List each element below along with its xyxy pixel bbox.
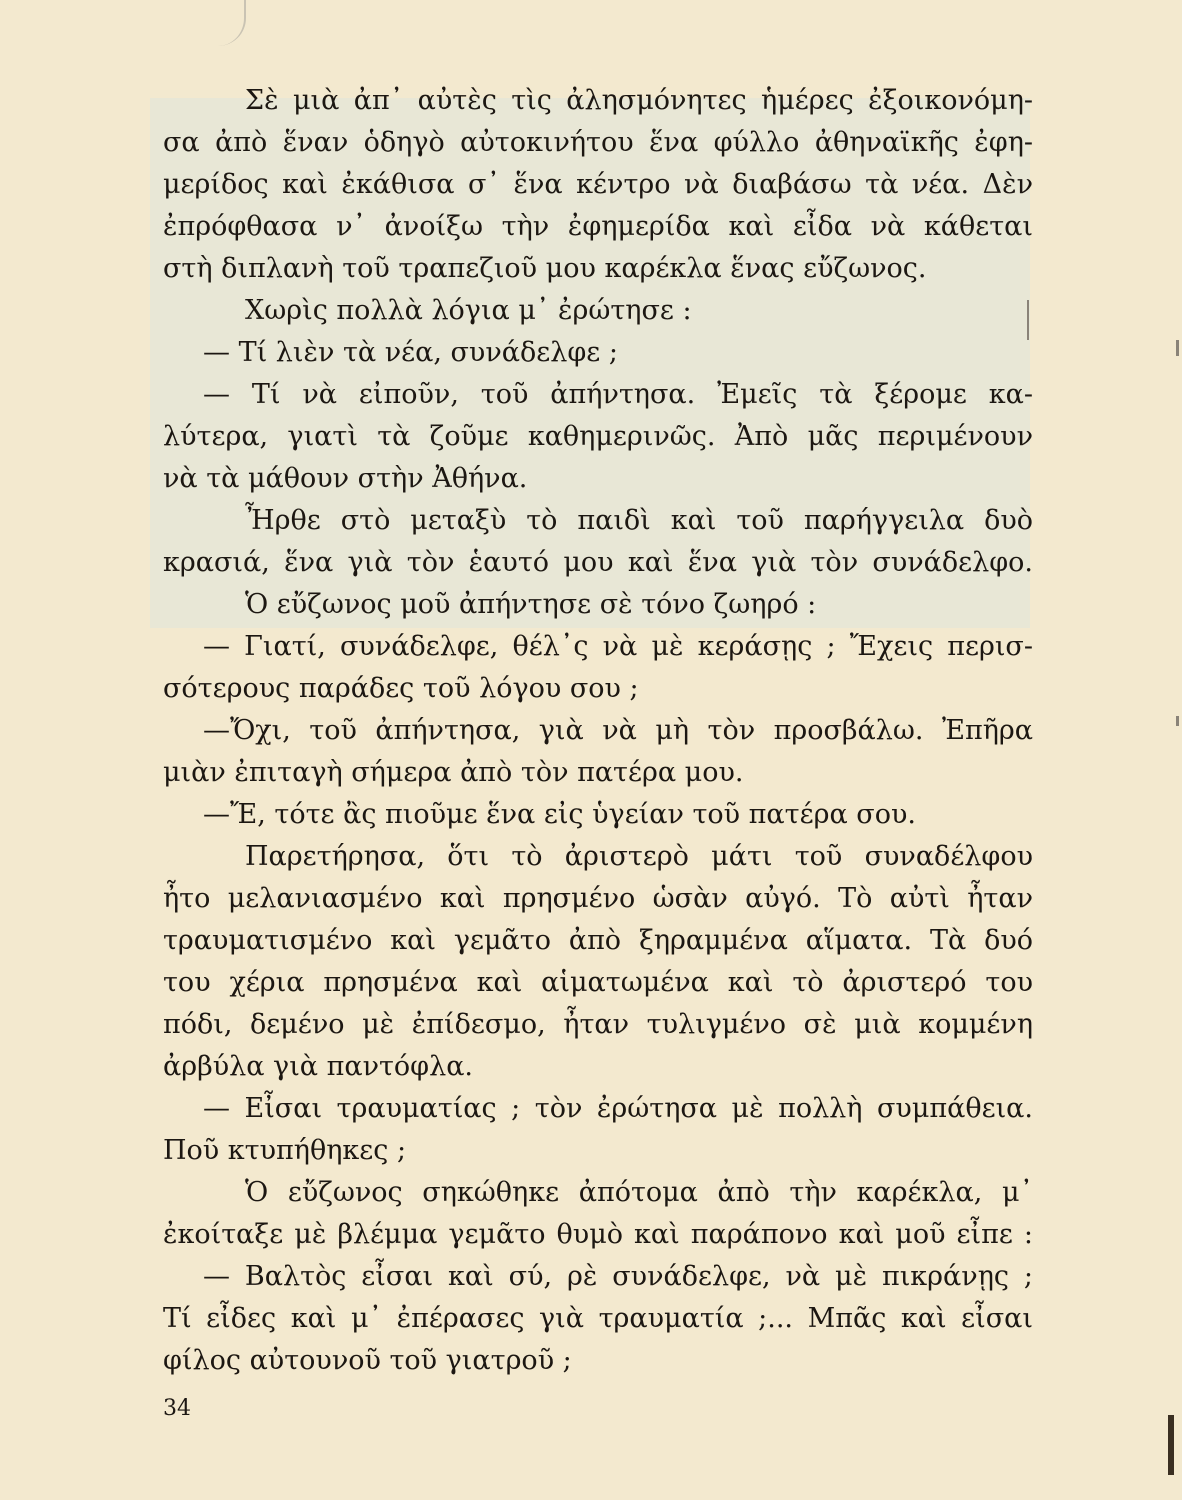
margin-mark bbox=[1176, 340, 1179, 356]
text-line: Ποῦ κτυπήθηκες ; bbox=[163, 1135, 407, 1166]
text-line: ἐκοίταξε μὲ βλέμμα γεμᾶτο θυμὸ καὶ παράπονο καὶ μοῦ εἶπε : bbox=[163, 1219, 1033, 1250]
text-line: —Ὄχι, τοῦ ἀπήντησα, γιὰ νὰ μὴ τὸν προσβάλω. Ἐπῆρα bbox=[203, 715, 1033, 746]
text-line: Ὁ εὔζωνος σηκώθηκε ἀπότομα ἀπὸ τὴν καρέκλα, μ᾽ bbox=[245, 1177, 1033, 1208]
text-line: — Βαλτὸς εἶσαι καὶ σύ, ρὲ συνάδελφε, νὰ μὲ πικράνῃς ; bbox=[203, 1261, 1033, 1292]
text-line: Ἦρθε στὸ μεταξὺ τὸ παιδὶ καὶ τοῦ παρήγγειλα δυὸ bbox=[245, 505, 1033, 536]
text-line: Παρετήρησα, ὅτι τὸ ἀριστερὸ μάτι τοῦ συναδέλφου bbox=[245, 841, 1033, 872]
text-line: — Εἶσαι τραυματίας ; τὸν ἐρώτησα μὲ πολλὴ συμπάθεια. bbox=[203, 1093, 1033, 1124]
text-line: Σὲ μιὰ ἀπ᾽ αὐτὲς τὶς ἀλησμόνητες ἡμέρες ἐξοικονόμη- bbox=[245, 85, 1033, 116]
text-line: σα ἀπὸ ἕναν ὁδηγὸ αὐτοκινήτου ἕνα φύλλο ἀθηναϊκῆς ἐφη- bbox=[163, 127, 1033, 158]
margin-mark bbox=[1168, 1415, 1174, 1475]
text-line: Τί εἶδες καὶ μ᾽ ἐπέρασες γιὰ τραυματία ;... Μπᾶς καὶ εἶσαι bbox=[163, 1303, 1033, 1334]
text-line: σότερους παράδες τοῦ λόγου σου ; bbox=[163, 673, 639, 704]
text-line: φίλος αὐτουνοῦ τοῦ γιατροῦ ; bbox=[163, 1345, 572, 1376]
text-line: — Τί λιὲν τὰ νέα, συνάδελφε ; bbox=[203, 337, 618, 368]
text-line: πόδι, δεμένο μὲ ἐπίδεσμο, ἦταν τυλιγμένο σὲ μιὰ κομμένη bbox=[163, 1009, 1033, 1040]
page-number: 34 bbox=[163, 1396, 191, 1421]
text-line: ἦτο μελανιασμένο καὶ πρησμένο ὡσὰν αὐγό. Τὸ αὐτὶ ἦταν bbox=[163, 883, 1033, 914]
text-line: λύτερα, γιατὶ τὰ ζοῦμε καθημερινῶς. Ἀπὸ μᾶς περιμένουν bbox=[163, 421, 1033, 452]
margin-mark bbox=[1176, 716, 1179, 726]
text-line: ἀρβύλα γιὰ παντόφλα. bbox=[163, 1051, 474, 1082]
text-line: μιὰν ἐπιταγὴ σήμερα ἀπὸ τὸν πατέρα μου. bbox=[163, 757, 744, 788]
text-line: —Ἔ, τότε ἂς πιοῦμε ἕνα εἰς ὑγείαν τοῦ πατέρα σου. bbox=[203, 799, 916, 830]
text-line: Ὁ εὔζωνος μοῦ ἀπήντησε σὲ τόνο ζωηρό : bbox=[245, 589, 817, 620]
text-line: στὴ διπλανὴ τοῦ τραπεζιοῦ μου καρέκλα ἕνας εὔζωνος. bbox=[163, 253, 927, 284]
text-line: ἐπρόφθασα ν᾽ ἀνοίξω τὴν ἐφημερίδα καὶ εἶδα νὰ κάθεται bbox=[163, 211, 1033, 242]
text-line: του χέρια πρησμένα καὶ αἱματωμένα καὶ τὸ ἀριστερό του bbox=[163, 967, 1033, 998]
text-line: νὰ τὰ μάθουν στὴν Ἀθήνα. bbox=[163, 463, 528, 494]
text-line: τραυματισμένο καὶ γεμᾶτο ἀπὸ ξηραμμένα αἵματα. Τὰ δυό bbox=[163, 925, 1033, 956]
text-line: — Τί νὰ εἰποῦν, τοῦ ἀπήντησα. Ἐμεῖς τὰ ξέρομε κα- bbox=[203, 379, 1033, 410]
text-line: κρασιά, ἕνα γιὰ τὸν ἑαυτό μου καὶ ἕνα γιὰ τὸν συνάδελφο. bbox=[163, 547, 1033, 578]
text-line: μερίδος καὶ ἐκάθισα σ᾽ ἕνα κέντρο νὰ διαβάσω τὰ νέα. Δὲν bbox=[163, 169, 1033, 200]
paper-curl bbox=[214, 0, 246, 46]
text-line: Χωρὶς πολλὰ λόγια μ᾽ ἐρώτησε : bbox=[245, 295, 692, 326]
text-line: — Γιατί, συνάδελφε, θέλ᾽ς νὰ μὲ κεράσῃς ; Ἔχεις περισ- bbox=[203, 631, 1033, 662]
